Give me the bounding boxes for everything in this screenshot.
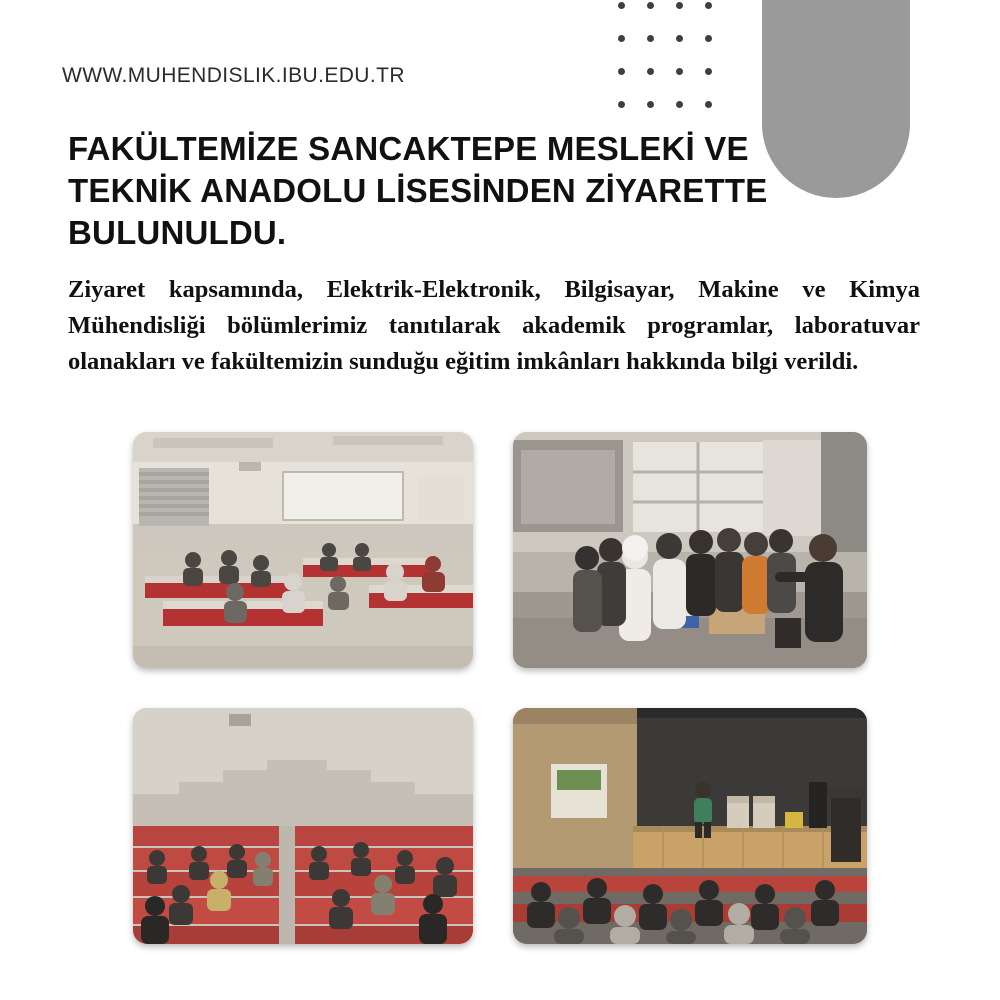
photo-lecture-hall-red-seats-image — [133, 708, 473, 944]
page-title: FAKÜLTEMİZE SANCAKTEPE MESLEKİ VE TEKNİK ANADOLU LİSESİNDEN ZİYARETTE BULUNULDU. — [68, 130, 768, 252]
photo-lecture-hall-red-seats — [133, 708, 473, 944]
photo-classroom-desks-image — [133, 432, 473, 668]
photo-lab-group — [513, 432, 867, 668]
body-paragraph: Ziyaret kapsamında, Elektrik-Elektronik, Bilgisayar, Makine ve Kimya Mühendisliği bölümlerimiz tanıtılarak akademik programlar, laboratuvar olanakları ve fakültemizin sunduğu eğitim imkânları hakkında bilgi verildi. — [68, 276, 920, 375]
dot-grid-decoration — [618, 2, 722, 108]
photo-grid — [133, 432, 867, 944]
photo-conference-hall-stage — [513, 708, 867, 944]
photo-lab-group-image — [513, 432, 867, 668]
website-url: WWW.MUHENDISLIK.IBU.EDU.TR — [62, 64, 405, 87]
photo-classroom-desks — [133, 432, 473, 668]
photo-conference-hall-stage-image — [513, 708, 867, 944]
